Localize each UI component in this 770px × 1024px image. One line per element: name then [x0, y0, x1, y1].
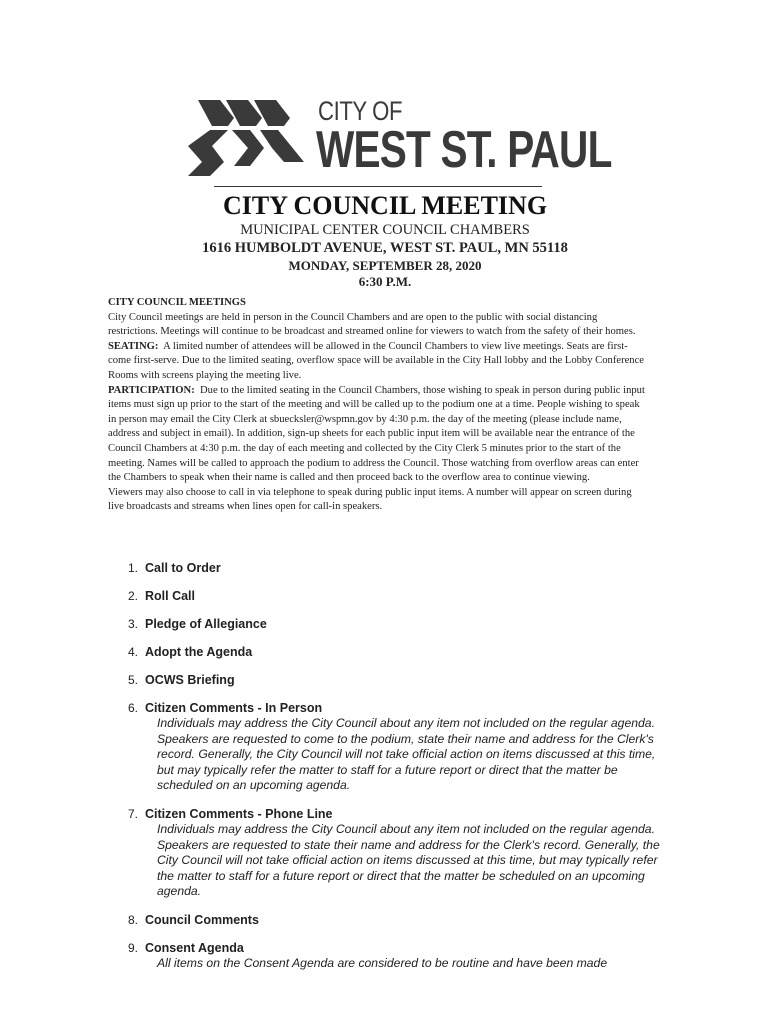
agenda-item — [128, 672, 668, 688]
agenda-item-label: Citizen Comments - Phone Line — [145, 806, 333, 821]
agenda-item-label: Citizen Comments - In Person — [145, 701, 323, 715]
agenda-list — [128, 560, 668, 972]
agenda-item-label: Roll Call — [145, 589, 196, 603]
west-st-paul-logo-icon — [188, 100, 304, 176]
info-phone: Viewers may also choose to call in via telephone to speak during public input items. A number will appear on screen during live broadcasts and streams when lines open for call-in speakers. — [108, 486, 632, 513]
agenda-item — [128, 644, 668, 660]
seating-label: SEATING: — [108, 340, 159, 352]
meeting-date: MONDAY, SEPTEMBER 28, 2020 — [288, 258, 482, 273]
agenda-item — [128, 940, 668, 972]
agenda-item — [128, 806, 668, 900]
agenda-item-description: Individuals may address the City Council about any item not included on the regular agenda. Speakers are requested to come to the podium, state their name and address for the Clerk's record. Generally, the City Council will not take official action on items discussed at this time, but may typically refer the matter to staff for a future report or direct that the matter be scheduled on an upcoming agenda. — [157, 716, 656, 793]
agenda-item — [128, 700, 668, 794]
agenda-item-number: 1. — [128, 561, 139, 575]
agenda-item-number: 9. — [128, 940, 139, 955]
agenda-item-label: Consent Agenda — [145, 940, 244, 955]
logo-city-of: CITY OF — [318, 96, 403, 126]
meeting-time: 6:30 P.M. — [358, 274, 412, 289]
meeting-info — [108, 296, 648, 515]
agenda-item-number: 5. — [128, 673, 139, 687]
agenda-item — [128, 616, 668, 632]
participation-text: Due to the limited seating in the Council Chambers, those wishing to speak in person during public input items must sign up prior to the start of the meeting and will be called up to the podium one at a time. People wishing to speak in person may email the City Clerk at sbuecksler@wspmn.gov by 4:30 p.m. the day of the meeting (please include name, address and subject in email). In addition, sign-up sheets for each public input item will be available near the entrance of the Council Chambers at 4:30 p.m. the day of each meeting and collected by the City Clerk 5 minutes prior to the start of the meeting. Names will be called to approach the podium to address the Council. Those watching from overflow areas can enter the Chambers to speak when their name is called and then proceed back to the overflow area to continue viewing. — [108, 384, 645, 484]
agenda-item-label: Call to Order — [145, 561, 221, 575]
seating-text: A limited number of attendees will be allowed in the Council Chambers to view live meetings. Seats are first-come first-serve. Due to the limited seating, overflow space will be available in the City Hall lobby and the Lobby Conference Rooms with screens playing the meeting live. — [108, 340, 644, 381]
meeting-title: CITY COUNCIL MEETING — [222, 191, 548, 220]
info-participation — [108, 384, 648, 486]
participation-label: PARTICIPATION: — [108, 384, 195, 396]
info-intro: City Council meetings are held in person in the Council Chambers and are open to the public with social distancing restrictions. Meetings will continue to be broadcast and streamed online for viewers to watch from the safety of their homes. — [108, 311, 636, 338]
city-logo — [188, 96, 612, 180]
info-seating — [108, 340, 648, 384]
agenda-item — [128, 588, 668, 604]
header-divider — [214, 186, 542, 187]
meeting-address: 1616 HUMBOLDT AVENUE, WEST ST. PAUL, MN 55118 — [202, 240, 568, 256]
agenda-item-label: OCWS Briefing — [145, 673, 235, 687]
agenda-item-description: Individuals may address the City Council about any item not included on the regular agenda. Speakers are requested to state their name and address for the Clerk's record. Generally, the City Council will not take official action on items discussed at this time, but may typically refer the matter to staff for a future report or direct that the matter be scheduled on an upcoming agenda. — [157, 821, 660, 899]
agenda-item — [128, 560, 668, 576]
agenda-item-description: All items on the Consent Agenda are considered to be routine and have been made — [157, 955, 608, 970]
agenda-item-number: 7. — [128, 806, 139, 821]
agenda-item-label: Adopt the Agenda — [145, 645, 253, 659]
agenda-item-number: 2. — [128, 589, 139, 603]
logo-west-st-paul: WEST ST. PAUL — [316, 121, 612, 179]
agenda-item-label: Pledge of Allegiance — [145, 617, 267, 631]
agenda-item — [128, 912, 668, 928]
agenda-item-number: 4. — [128, 645, 139, 659]
agenda-item-number: 8. — [128, 912, 139, 927]
agenda-item-number: 3. — [128, 617, 139, 631]
agenda-item-number: 6. — [128, 701, 139, 715]
agenda-item-label: Council Comments — [145, 912, 259, 927]
meeting-venue: MUNICIPAL CENTER COUNCIL CHAMBERS — [240, 222, 530, 238]
info-heading: CITY COUNCIL MEETINGS — [108, 297, 246, 308]
